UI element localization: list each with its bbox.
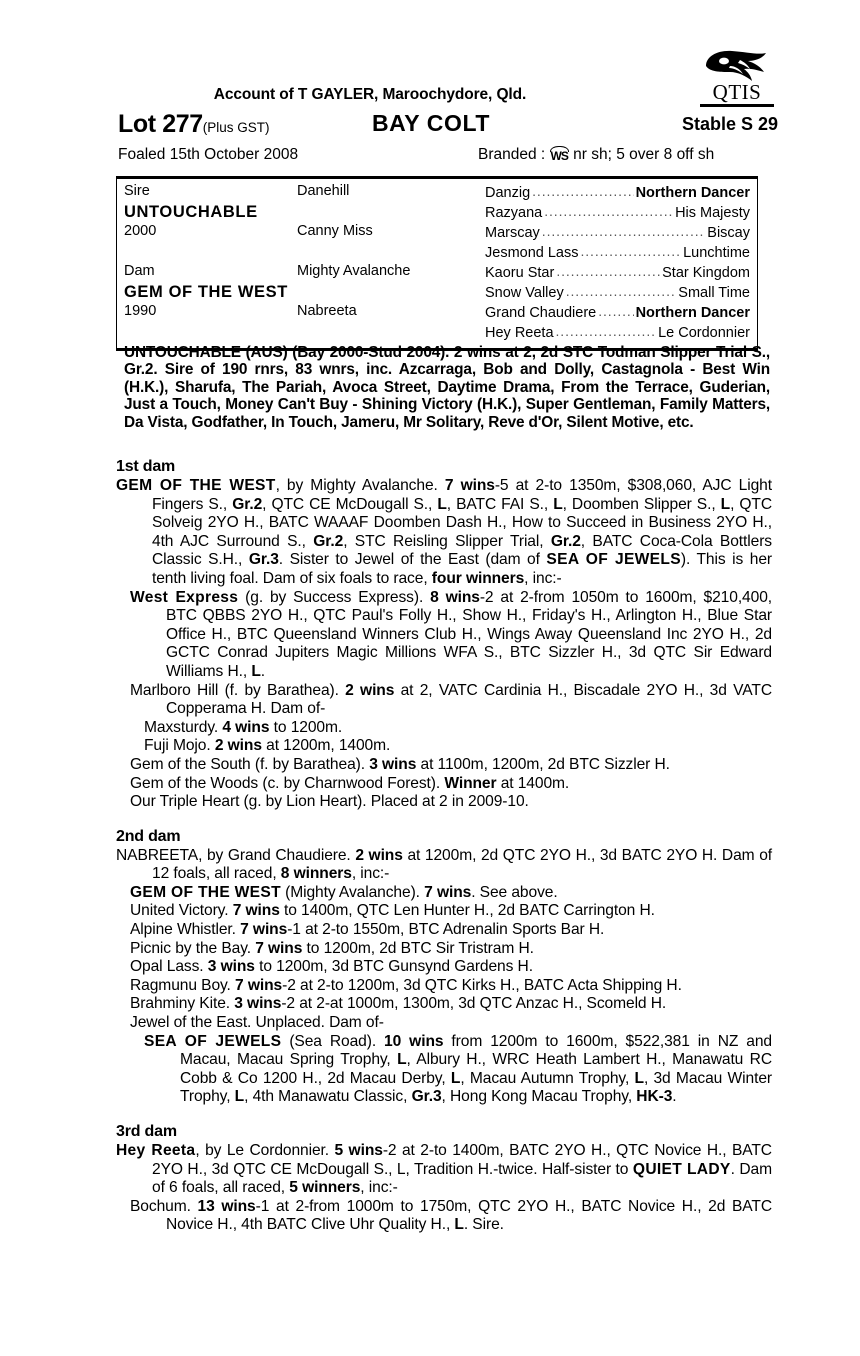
pedigree-gen1-cell: Sire: [124, 183, 150, 199]
pedigree-gen3-name: Hey Reeta: [485, 325, 554, 341]
pedigree-body: [116, 458, 772, 1235]
pedigree-gen4-name: Star Kingdom: [662, 265, 750, 281]
pedigree-row: [117, 263, 757, 283]
pedigree-entry-fuji-mojo: Fuji Mojo. 2 wins at 1200m, 1400m.: [144, 737, 391, 755]
pedigree-entry-ragmunu-boy: Ragmunu Boy. 7 wins-2 at 2-to 1200m, 3d QTC Kirks H., BATC Acta Shipping H.: [130, 976, 682, 994]
leader-dots: [556, 263, 660, 277]
qtis-wordmark: QTIS: [700, 82, 774, 107]
pedigree-gen3-name: Razyana: [485, 205, 543, 221]
foaled-date: Foaled 15th October 2008: [118, 146, 299, 163]
pedigree-gen3-cell: [485, 323, 750, 341]
pedigree-gen1-cell: Dam: [124, 263, 155, 279]
pedigree-gen4-name: Small Time: [678, 285, 750, 301]
page-header: [0, 0, 860, 163]
leader-dots: [598, 303, 633, 317]
pedigree-gen3-name: Grand Chaudiere: [485, 305, 597, 321]
branded-info: [478, 146, 714, 164]
pedigree-gen3-cell: [485, 303, 750, 321]
pedigree-row: [117, 223, 757, 243]
lot-number: Lot 277: [118, 110, 203, 138]
pedigree-row: [117, 303, 757, 323]
section-gap: [116, 1107, 772, 1123]
stable-number: Stable S 29: [681, 114, 778, 134]
pedigree-gen3-cell: [485, 243, 750, 261]
pedigree-entry-maxsturdy: Maxsturdy. 4 wins to 1200m.: [144, 718, 343, 736]
pedigree-row: [117, 243, 757, 263]
pedigree-gen3-name: Danzig: [485, 185, 531, 201]
leader-dots: [532, 183, 633, 197]
pedigree-entry-alpine-whistler: Alpine Whistler. 7 wins-1 at 2-to 1550m, BTC Adrenalin Sports Bar H.: [130, 921, 605, 939]
gst-note: (Plus GST): [202, 120, 270, 135]
leader-dots: [544, 203, 673, 217]
pedigree-entry-gem-of-the-woods: Gem of the Woods (c. by Charnwood Forest). Winner at 1400m.: [130, 774, 570, 792]
pedigree-entry-opal-lass: Opal Lass. 3 wins to 1200m, 3d BTC Gunsynd Gardens H.: [130, 958, 533, 976]
pedigree-entry-brahminy-kite: Brahminy Kite. 3 wins-2 at 2-at 1000m, 1300m, 3d QTC Anzac H., Scomeld H.: [130, 995, 667, 1013]
pedigree-gen4-name: Le Cordonnier: [658, 325, 750, 341]
pedigree-gen4-name: Northern Dancer: [635, 305, 750, 321]
pedigree-row: [117, 183, 757, 203]
pedigree-entry-our-triple-heart: Our Triple Heart (g. by Lion Heart). Placed at 2 in 2009-10.: [130, 793, 529, 811]
horse-head-icon: [702, 48, 772, 82]
pedigree-entry-west-express: West Express (g. by Success Express). 8 wins-2 at 2-from 1050m to 1600m, $210,400, BTC QBBS 2YO H., QTC Paul's Folly H., Show H., Friday's H., Arlington H., Blue Star Office H., BTC Queensland Winners Club H., Wings Away Queensland Inc 2YO H., 2d GCTC Conrad Jupiters Magic Millions WFA S., BTC Sizzler H., 3d QTC Sir Edward Williams H., L.: [130, 588, 773, 680]
pedigree-entry-bochum: Bochum. 13 wins-1 at 2-from 1000m to 1750m, QTC 2YO H., BATC Novice H., 2d BATC Novice H., 4th BATC Clive Uhr Quality H., L. Sire.: [130, 1197, 772, 1234]
colour-sex: BAY COLT: [371, 110, 491, 136]
pedigree-table: [116, 176, 758, 351]
pedigree-entry-sea-of-jewels: SEA OF JEWELS (Sea Road). 10 wins from 1200m to 1600m, $522,381 in NZ and Macau, Macau Spring Trophy, L, Albury H., WRC Heath Lambert H., Manawatu RC Cobb & Co 1200 H., 2d Macau Derby, L, Macau Autumn Trophy, L, 3d Macau Winter Trophy, L, 4th Manawatu Classic, Gr.3, Hong Kong Macau Trophy, HK-3.: [144, 1032, 772, 1106]
account-line: Account of T GAYLER, Maroochydore, Qld.: [213, 86, 527, 103]
pedigree-entry-united-victory: United Victory. 7 wins to 1400m, QTC Len Hunter H., 2d BATC Carrington H.: [130, 902, 655, 920]
leader-dots: [581, 243, 682, 257]
pedigree-gen3-name: Kaoru Star: [485, 265, 555, 281]
sire-summary: UNTOUCHABLE (AUS) (Bay 2000-Stud 2004). 2 wins at 2, 2d STC Todman Slipper Trial S., Gr.2. Sire of 190 rnrs, 83 wnrs, inc. Azcarraga, Bob and Dolly, Castagnola - Best Win (H.K.), Sharufa, The Pariah, Avoca Street, Daytime Drama, From the Terrace, Guderian, Just a Touch, Money Can't Buy - Shining Victory (H.K.), Super Gentleman, Family Matters, Da Vista, Godfather, In Touch, Jameru, Mr Solitary, Reve d'Or, Silent Motive, etc.: [124, 344, 770, 431]
pedigree-gen2-cell: Danehill: [297, 183, 350, 199]
pedigree-gen3-name: Snow Valley: [485, 285, 564, 301]
pedigree-gen3-cell: [485, 283, 750, 301]
pedigree-gen3-name: Marscay: [485, 225, 540, 241]
pedigree-gen1-cell: GEM OF THE WEST: [124, 283, 288, 301]
pedigree-entry-picnic-by-the-bay: Picnic by the Bay. 7 wins to 1200m, 2d BTC Sir Tristram H.: [130, 939, 534, 957]
pedigree-entry-marlboro-hill: Marlboro Hill (f. by Barathea). 2 wins at 2, VATC Cardinia H., Biscadale 2YO H., 3d VATC Copperama H. Dam of-: [130, 681, 772, 718]
pedigree-gen4-name: Biscay: [707, 225, 750, 241]
pedigree-row: [117, 323, 757, 343]
leader-dots: [566, 283, 677, 297]
leader-dots: [542, 223, 705, 237]
foaled-branded-line: [118, 146, 778, 168]
pedigree-gen1-cell: UNTOUCHABLE: [124, 203, 258, 221]
dam-heading: 3rd dam: [116, 1123, 177, 1140]
dam-heading: 1st dam: [116, 458, 176, 475]
pedigree-gen4-name: His Majesty: [675, 205, 750, 221]
pedigree-gen1-cell: 2000: [124, 223, 157, 239]
pedigree-row: [117, 203, 757, 223]
pedigree-gen3-cell: [485, 223, 750, 241]
section-gap: [116, 812, 772, 828]
branded-label: Branded :: [478, 146, 550, 163]
pedigree-gen2-cell: Nabreeta: [297, 303, 357, 319]
pedigree-gen3-cell: [485, 263, 750, 281]
pedigree-gen3-cell: [485, 203, 750, 221]
brand-symbol: WS: [550, 149, 568, 163]
pedigree-gen3-name: Jesmond Lass: [485, 245, 579, 261]
pedigree-row: [117, 283, 757, 303]
dam-heading: 2nd dam: [116, 827, 181, 845]
pedigree-gen4-name: Lunchtime: [683, 245, 750, 261]
pedigree-gen2-cell: Canny Miss: [297, 223, 373, 239]
pedigree-entry-nabreeta: NABREETA, by Grand Chaudiere. 2 wins at 1200m, 2d QTC 2YO H., 3d BATC 2YO H. Dam of 12 foals, all raced, 8 winners, inc:-: [116, 846, 772, 883]
pedigree-gen4-name: Northern Dancer: [635, 185, 750, 201]
pedigree-entry-gem-of-the-south: Gem of the South (f. by Barathea). 3 wins at 1100m, 1200m, 2d BTC Sizzler H.: [130, 755, 670, 773]
pedigree-entry-gem-of-the-west-2: GEM OF THE WEST (Mighty Avalanche). 7 wins. See above.: [130, 883, 558, 901]
pedigree-gen2-cell: Mighty Avalanche: [297, 263, 411, 279]
pedigree-gen3-cell: [485, 183, 750, 201]
pedigree-entry-gem-of-the-west: GEM OF THE WEST, by Mighty Avalanche. 7 wins-5 at 2-to 1350m, $308,060, AJC Light Fingers S., Gr.2, QTC CE McDougall S., L, BATC FAI S., L, Doomben Slipper S., L, QTC Solveig 2YO H., BATC WAAAF Doomben Dash H., How to Succeed in Business 2YO H., 4th AJC Surround S., Gr.2, STC Reisling Slipper Trial, Gr.2, BATC Coca-Cola Bottlers Classic S.H., Gr.3. Sister to Jewel of the East (dam of SEA OF JEWELS). This is her tenth living foal. Dam of six foals to race, four winners, inc:-: [116, 477, 773, 587]
pedigree-entry-hey-reeta: Hey Reeta, by Le Cordonnier. 5 wins-2 at 2-to 1400m, BATC 2YO H., QTC Novice H., BATC 2YO H., 3d QTC CE McDougall S., L, Tradition H.-twice. Half-sister to QUIET LADY. Dam of 6 foals, all raced, 5 winners, inc:-: [116, 1142, 773, 1197]
branded-detail: nr sh; 5 over 8 off sh: [568, 146, 715, 163]
pedigree-gen1-cell: 1990: [124, 303, 157, 319]
lot-line: [118, 110, 778, 138]
pedigree-entry-jewel-of-the-east: Jewel of the East. Unplaced. Dam of-: [130, 1014, 384, 1032]
leader-dots: [556, 323, 657, 337]
